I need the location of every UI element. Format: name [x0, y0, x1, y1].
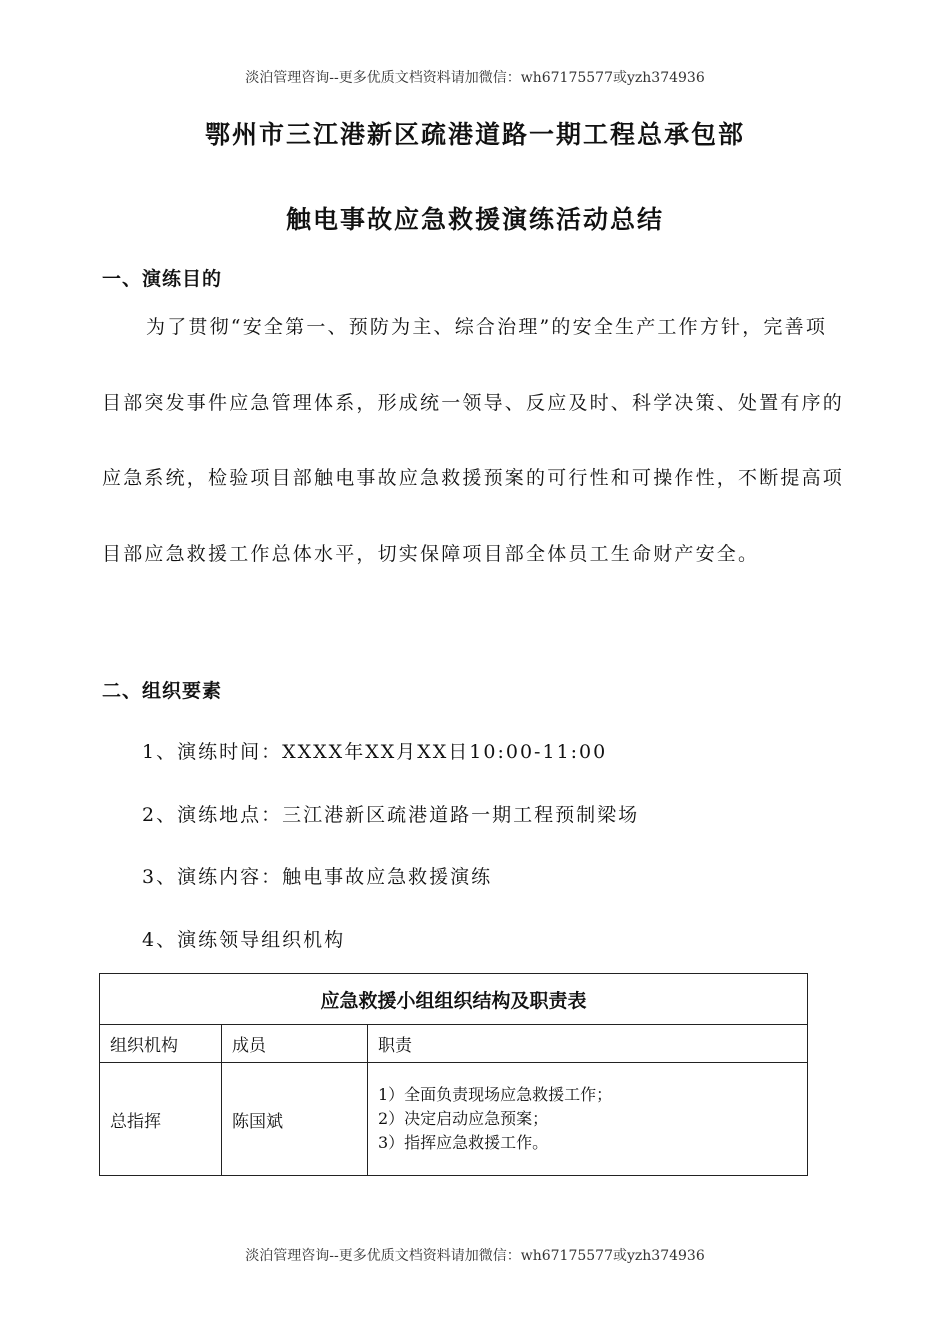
duty-line: 3）指挥应急救援工作。	[378, 1133, 549, 1152]
section-heading-organization: 二、组织要素	[102, 680, 223, 702]
purpose-paragraph: 为了贯彻“安全第一、预防为主、综合治理”的安全生产工作方针，完善项目部突发事件应急管理体系，形成统一领导、反应及时、科学决策、处置有序的应急系统，检验项目部触电事故应急救援预案的可行性和可操作性，不断提高项目部应急救援工作总体水平，切实保障项目部全体员工生命财产安全。	[102, 316, 845, 565]
duty-line: 1）全面负责现场应急救援工作；	[378, 1085, 613, 1104]
emergency-team-table	[99, 973, 808, 1176]
cell-member: 陈国斌	[222, 1063, 368, 1176]
page-footer: 淡泊管理咨询--更多优质文档资料请加微信：wh67175577或yzh374936	[245, 1248, 705, 1264]
list-item-drill-location: 2、演练地点：三江港新区疏港道路一期工程预制梁场	[142, 804, 640, 826]
list-item-drill-content: 3、演练内容：触电事故应急救援演练	[142, 866, 493, 888]
list-item-drill-leadership: 4、演练领导组织机构	[142, 929, 346, 951]
column-header-org: 组织机构	[100, 1025, 222, 1063]
table-caption: 应急救援小组组织结构及职责表	[100, 974, 808, 1025]
list-item-drill-time: 1、演练时间：XXXX年XX月XX日10:00-11:00	[142, 741, 608, 763]
document-title-line2: 触电事故应急救援演练活动总结	[285, 205, 664, 234]
page-header: 淡泊管理咨询--更多优质文档资料请加微信：wh67175577或yzh374936	[245, 70, 705, 86]
column-header-member: 成员	[222, 1025, 368, 1063]
document-title-line1: 鄂州市三江港新区疏港道路一期工程总承包部	[204, 120, 745, 149]
cell-duties	[368, 1063, 808, 1176]
table-row	[100, 1063, 808, 1176]
duty-line: 2）决定启动应急预案；	[378, 1109, 549, 1128]
cell-org: 总指挥	[100, 1063, 222, 1176]
section-heading-purpose: 一、演练目的	[102, 268, 223, 290]
column-header-duties: 职责	[368, 1025, 808, 1063]
